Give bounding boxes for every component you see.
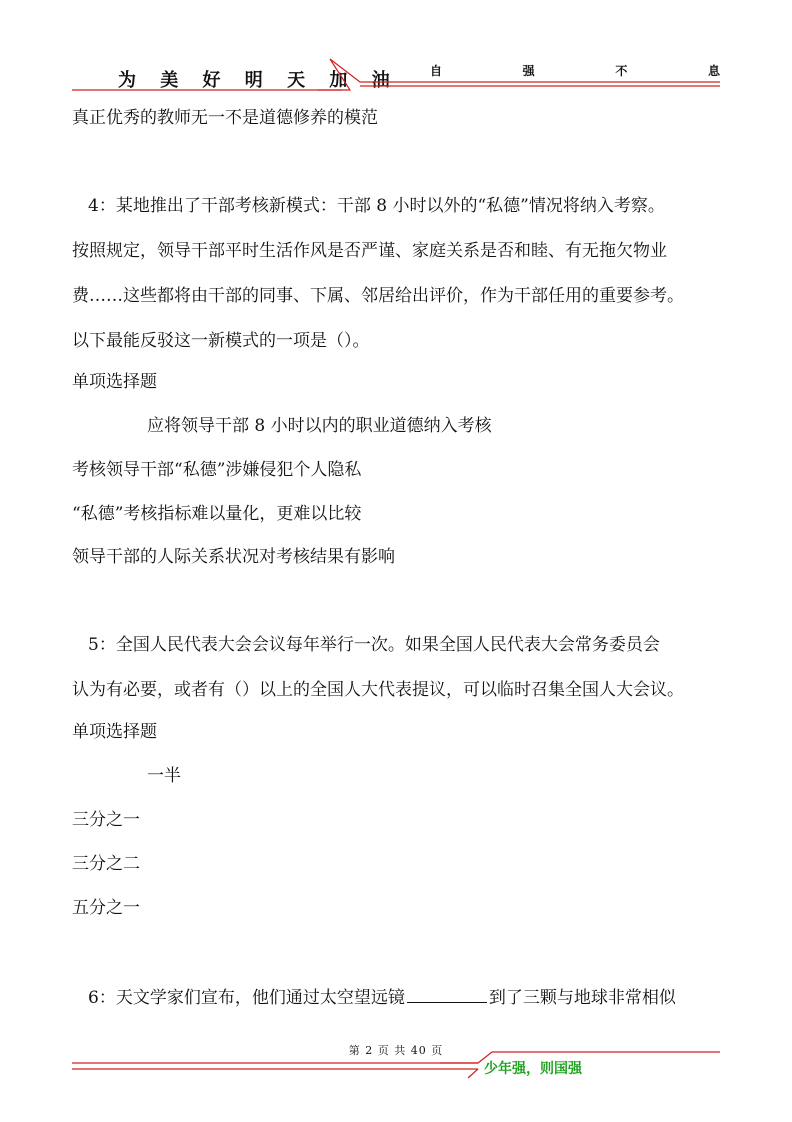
q6-line-1 bbox=[88, 984, 676, 1010]
q5-line-1: 5：全国人民代表大会会议每年举行一次。如果全国人民代表大会常务委员会 bbox=[88, 635, 660, 655]
motto-char-1: 自 bbox=[430, 64, 443, 78]
q6-blank bbox=[407, 984, 487, 1003]
q4-line-3: 费……这些都将由干部的同事、下属、邻居给出评价，作为干部任用的重要参考。 bbox=[72, 286, 684, 306]
q5-type: 单项选择题 bbox=[72, 722, 157, 742]
q6-text-before: 6：天文学家们宣布，他们通过太空望远镜 bbox=[88, 988, 405, 1008]
footer-slogan: 少年强，则国强 bbox=[484, 1061, 582, 1077]
motto-char-2: 强 bbox=[522, 64, 535, 78]
q4-option-b: 考核领导干部“私德”涉嫌侵犯个人隐私 bbox=[72, 460, 362, 480]
motto-char-3: 不 bbox=[615, 64, 628, 78]
continued-line: 真正优秀的教师无一不是道德修养的模范 bbox=[72, 108, 378, 128]
motto-char-4: 息 bbox=[707, 64, 720, 78]
header-decoration bbox=[0, 0, 792, 100]
q4-option-a: 应将领导干部 8 小时以内的职业道德纳入考核 bbox=[147, 416, 492, 436]
q6-text-after: 到了三颗与地球非常相似 bbox=[488, 988, 676, 1008]
q4-line-2: 按照规定，领导干部平时生活作风是否严谨、家庭关系是否和睦、有无拖欠物业 bbox=[72, 241, 667, 261]
q5-option-d: 五分之一 bbox=[72, 898, 140, 918]
header-slogan: 为 美 好 明 天 加 油 bbox=[118, 70, 399, 91]
q5-option-c: 三分之二 bbox=[72, 854, 140, 874]
q4-line-4: 以下最能反驳这一新模式的一项是（）。 bbox=[72, 331, 370, 351]
q5-option-b: 三分之一 bbox=[72, 810, 140, 830]
q4-option-d: 领导干部的人际关系状况对考核结果有影响 bbox=[72, 547, 395, 567]
q4-line-1: 4：某地推出了干部考核新模式：干部 8 小时以外的“私德”情况将纳入考察。 bbox=[88, 196, 665, 216]
page-number: 第 2 页 共 40 页 bbox=[348, 1044, 444, 1057]
q4-type: 单项选择题 bbox=[72, 372, 157, 392]
q5-line-2: 认为有必要，或者有（）以上的全国人大代表提议，可以临时召集全国人大会议。 bbox=[72, 680, 684, 700]
q4-option-c: “私德”考核指标难以量化，更难以比较 bbox=[72, 504, 362, 524]
q5-option-a: 一半 bbox=[147, 766, 181, 786]
